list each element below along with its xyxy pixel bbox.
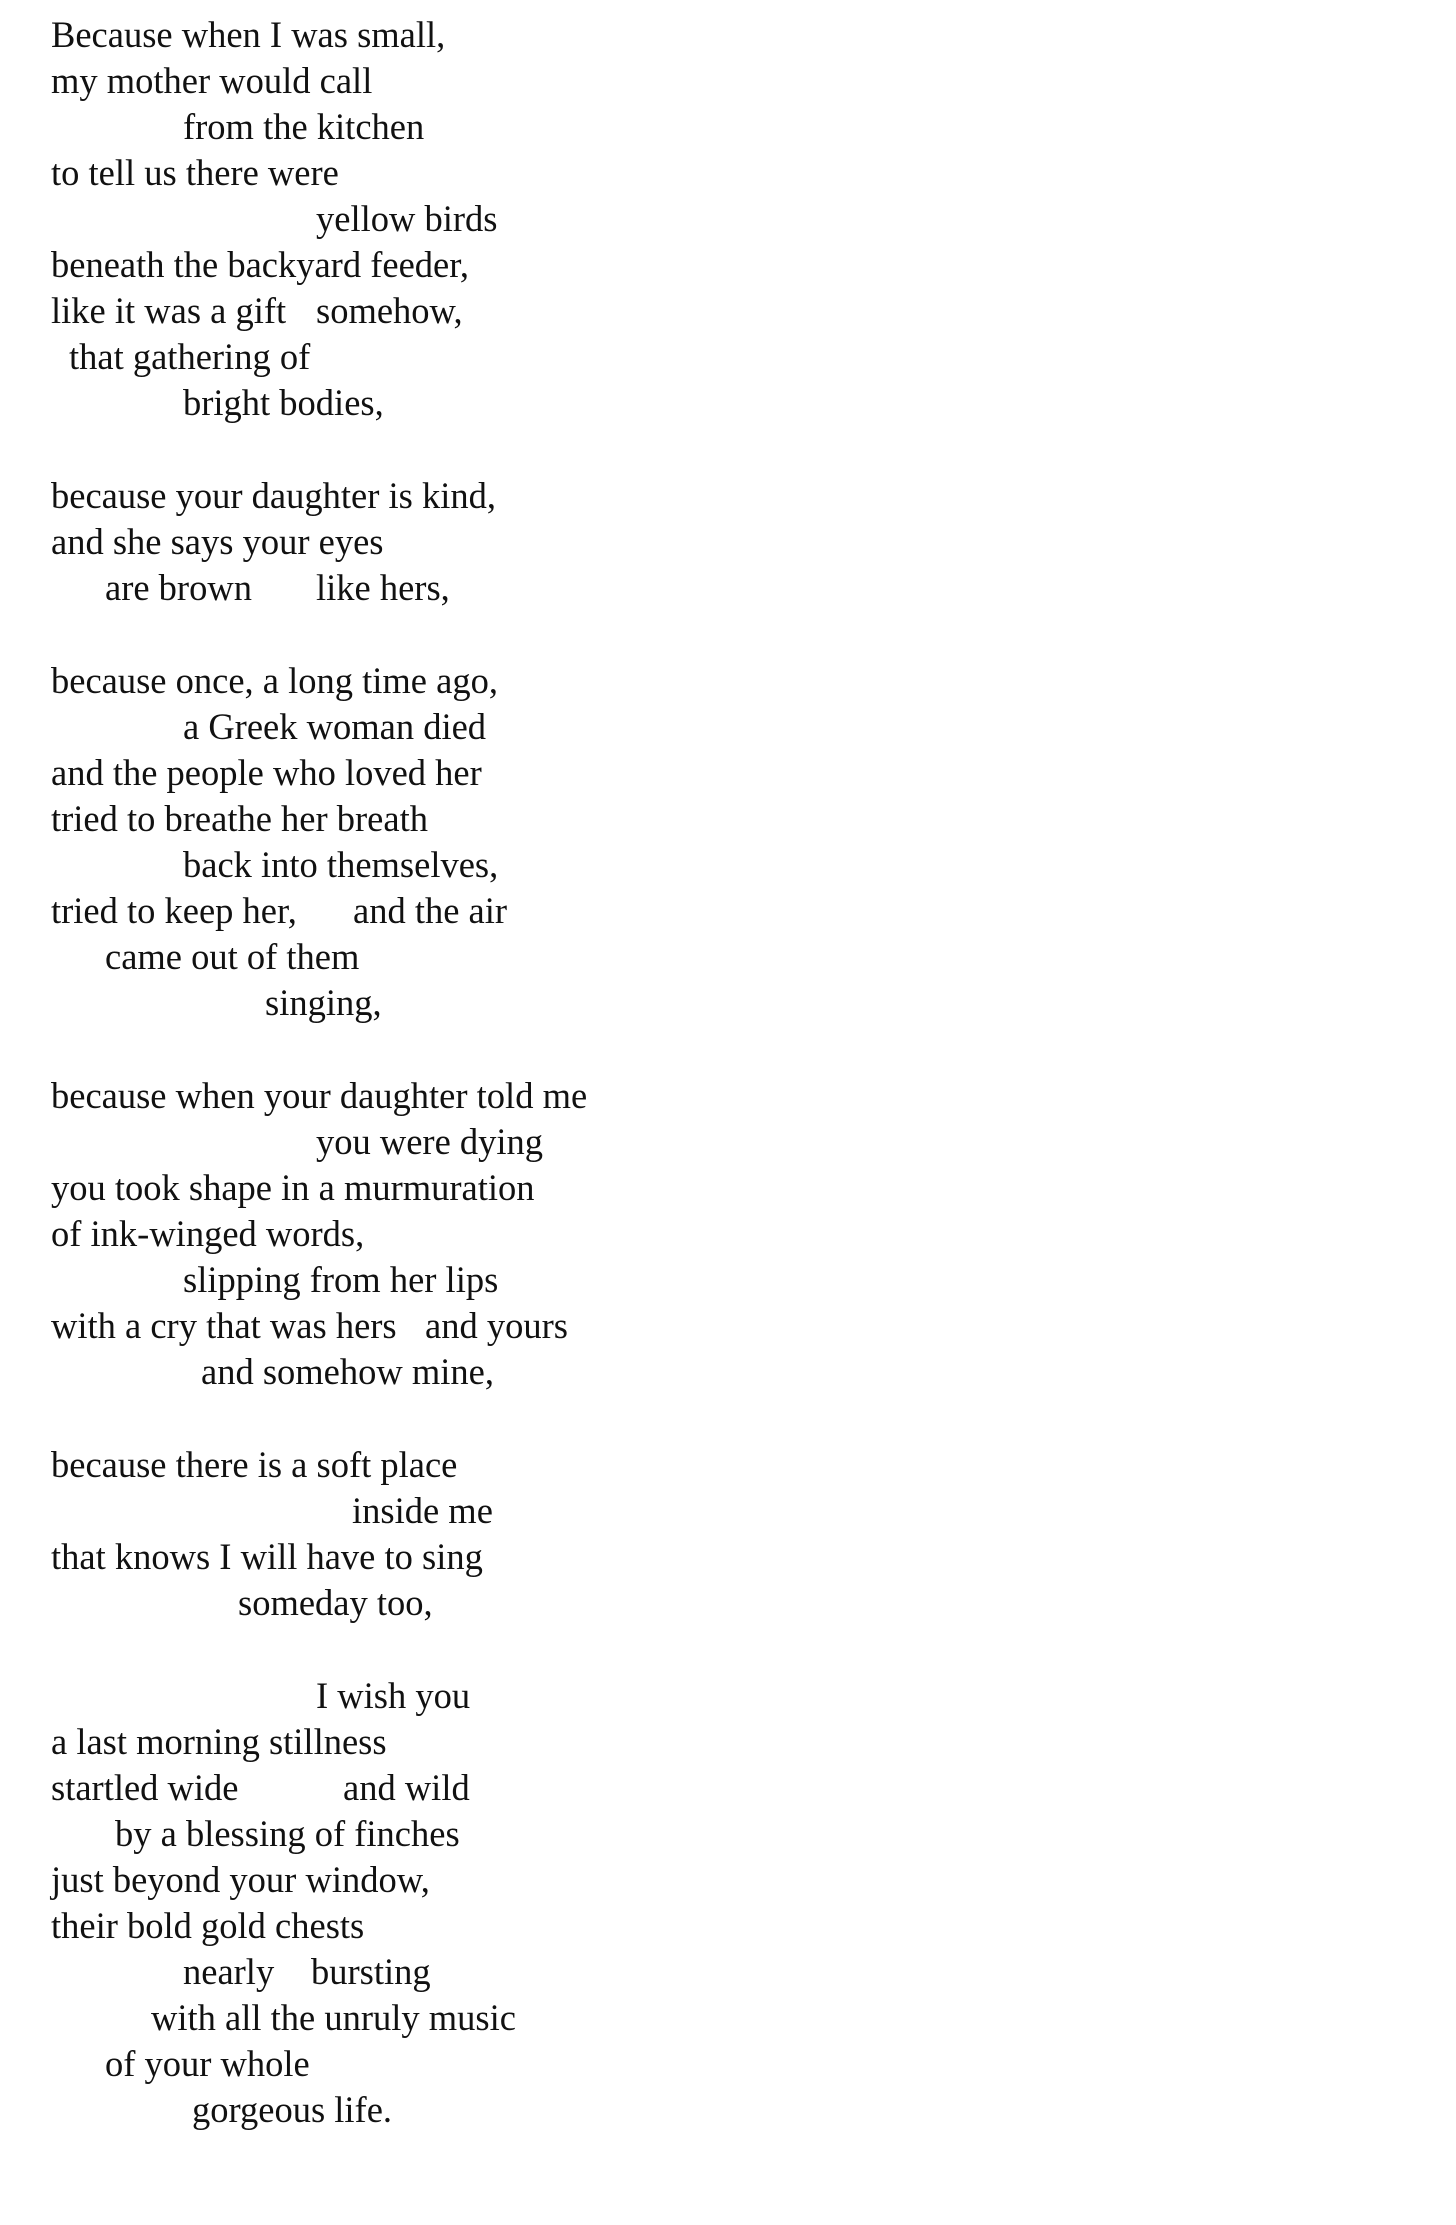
poem-line <box>51 658 498 704</box>
poem-text: and wild <box>343 1767 470 1808</box>
poem-text: you were dying <box>316 1121 544 1162</box>
poem-line <box>51 1165 535 1211</box>
poem-line <box>51 473 496 519</box>
poem-line <box>115 1811 460 1857</box>
poem-text: like hers, <box>316 567 450 608</box>
poem-text: my mother would call <box>51 60 373 101</box>
poem-line <box>51 1442 458 1488</box>
poem-text: singing, <box>265 982 382 1023</box>
poem-line <box>69 334 311 380</box>
poem-text: nearly <box>183 1951 275 1992</box>
poem-text: bursting <box>311 1951 431 1992</box>
poem-line <box>51 750 482 796</box>
poem-text: a last morning stillness <box>51 1721 387 1762</box>
poem-line <box>51 1765 470 1811</box>
poem-text: and the air <box>353 890 508 931</box>
poem-text: with a cry that was hers <box>51 1305 397 1346</box>
poem-line <box>265 980 382 1026</box>
poem-text: yellow birds <box>316 198 498 239</box>
poem-text: inside me <box>352 1490 493 1531</box>
poem-text: Because when I was small, <box>51 14 446 55</box>
poem-line <box>51 58 373 104</box>
poem-line <box>51 1211 365 1257</box>
poem-line <box>183 704 487 750</box>
poem-line <box>51 888 508 934</box>
poem-text: came out of them <box>105 936 360 977</box>
poem-line <box>51 1857 430 1903</box>
poem-text: and the people who loved her <box>51 752 482 793</box>
poem-line <box>51 288 463 334</box>
poem-text: to tell us there were <box>51 152 339 193</box>
poem-text: slipping from her lips <box>183 1259 499 1300</box>
poem-line <box>51 242 470 288</box>
poem-line <box>105 2041 310 2087</box>
poem-line <box>183 104 425 150</box>
poem-line <box>51 12 446 58</box>
poem-text: and somehow mine, <box>201 1351 494 1392</box>
poem-text: because once, a long time ago, <box>51 660 498 701</box>
poem-text: tried to breathe her breath <box>51 798 428 839</box>
poem-line <box>105 565 450 611</box>
poem-text: bright bodies, <box>183 382 384 423</box>
poem-line <box>151 1995 516 2041</box>
poem-text: just beyond your window, <box>51 1859 430 1900</box>
poem-text: of ink-winged words, <box>51 1213 365 1254</box>
poem-text: are brown <box>105 567 252 608</box>
poem-line <box>51 796 428 842</box>
poem-line <box>105 934 360 980</box>
poem-text: from the kitchen <box>183 106 425 147</box>
poem-line <box>51 1303 568 1349</box>
poem-text: you took shape in a murmuration <box>51 1167 535 1208</box>
poem-text: because there is a soft place <box>51 1444 458 1485</box>
poem-text: that knows I will have to sing <box>51 1536 483 1577</box>
poem-line <box>51 1719 387 1765</box>
poem-text: their bold gold chests <box>51 1905 365 1946</box>
poem-line <box>316 196 498 242</box>
poem-line <box>51 1534 483 1580</box>
poem-text: tried to keep her, <box>51 890 297 931</box>
poem-text: somehow, <box>316 290 463 331</box>
poem-text: gorgeous life. <box>192 2089 393 2130</box>
poem-text: startled wide <box>51 1767 239 1808</box>
poem-line <box>51 1903 365 1949</box>
poem-line <box>192 2087 393 2133</box>
poem-line <box>316 1673 471 1719</box>
poem-line <box>183 842 499 888</box>
poem-text: that gathering of <box>69 336 311 377</box>
poem-text: because when your daughter told me <box>51 1075 588 1116</box>
poem-text: I wish you <box>316 1675 471 1716</box>
poem-line <box>51 1073 588 1119</box>
poem-line <box>183 380 384 426</box>
poem-text: a Greek woman died <box>183 706 487 747</box>
poem-line <box>51 519 384 565</box>
poem-text: because your daughter is kind, <box>51 475 496 516</box>
poem-text: of your whole <box>105 2043 310 2084</box>
poem-text: and she says your eyes <box>51 521 384 562</box>
poem-line <box>183 1949 431 1995</box>
poem-text: someday too, <box>238 1582 433 1623</box>
poem-text: like it was a gift <box>51 290 287 331</box>
poem-line <box>238 1580 433 1626</box>
poem-text: with all the unruly music <box>151 1997 516 2038</box>
poem-text: beneath the backyard feeder, <box>51 244 470 285</box>
poem-line <box>316 1119 544 1165</box>
poem-line <box>201 1349 494 1395</box>
poem-line <box>183 1257 499 1303</box>
poem-line <box>51 150 339 196</box>
poem-text: back into themselves, <box>183 844 499 885</box>
poem-line <box>352 1488 493 1534</box>
poem-text: and yours <box>425 1305 568 1346</box>
poem-text: by a blessing of finches <box>115 1813 460 1854</box>
